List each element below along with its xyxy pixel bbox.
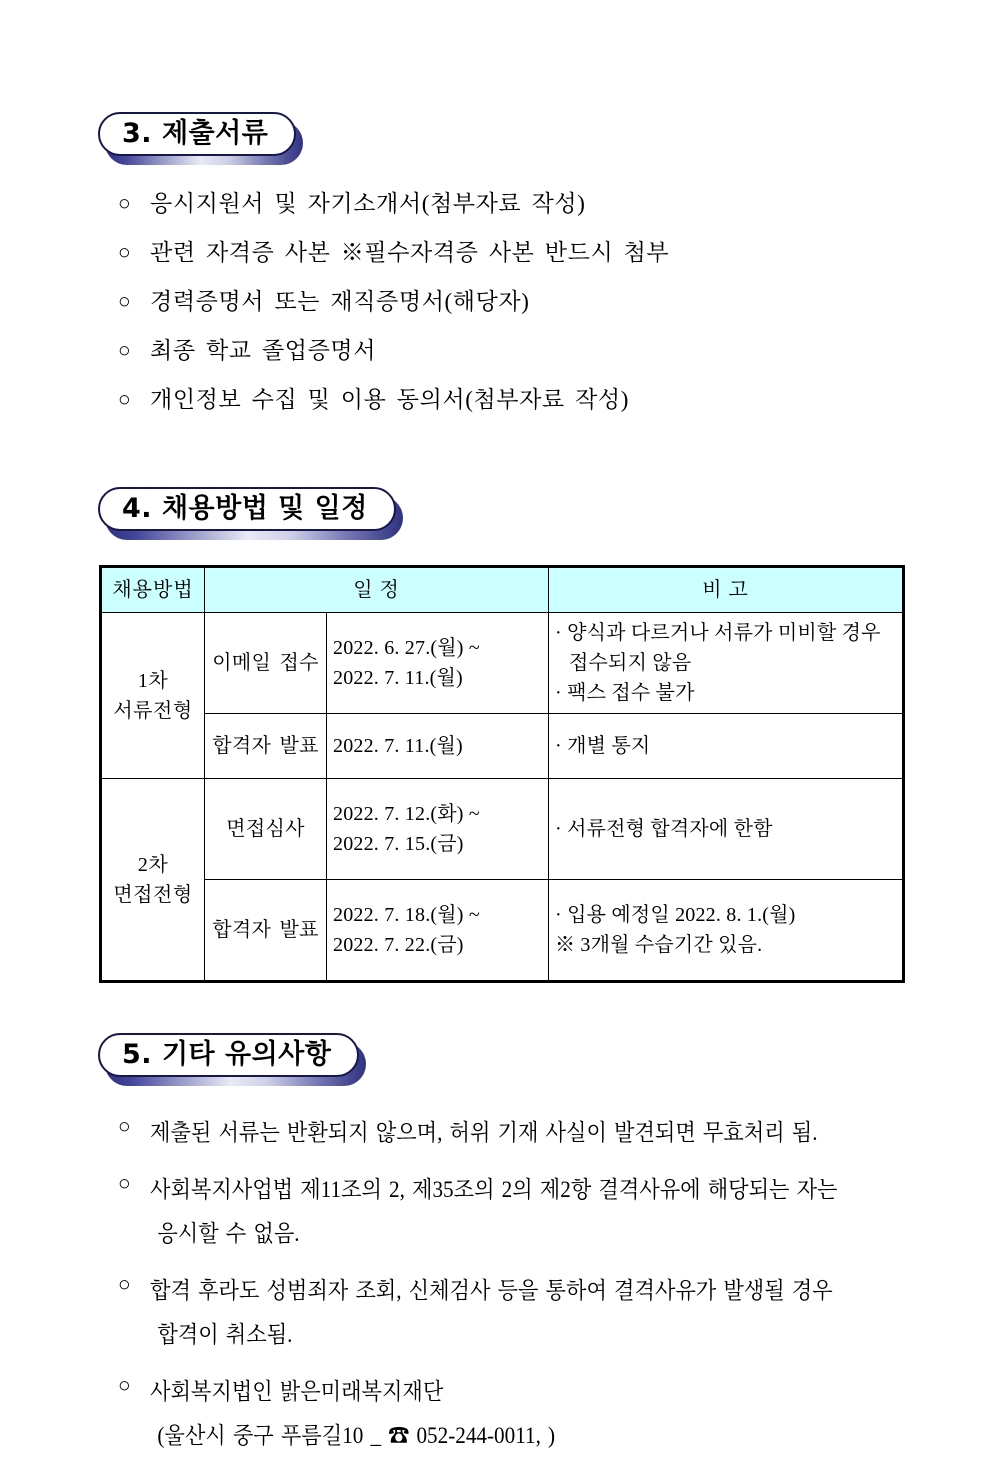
cell-step-result-1: 합격자 발표: [205, 714, 327, 779]
cell-date-email-receipt: [327, 613, 549, 714]
table-row: [101, 779, 904, 880]
list-item: [118, 239, 878, 266]
list-item-label: 응시지원서 및 자기소개서(첨부자료 작성): [150, 191, 586, 217]
note-continuation: 응시할 수 없음.: [157, 1221, 300, 1247]
cell-method-stage-1: [101, 613, 205, 779]
cell-remark-result-2: [549, 880, 904, 982]
cell-date-result-2: [327, 880, 549, 982]
remark-line: · 양식과 다르거나 서류가 미비할 경우: [555, 622, 881, 645]
note-continuation: 합격이 취소됨.: [157, 1322, 293, 1348]
list-item-label: 최종 학교 졸업증명서: [150, 338, 377, 364]
list-item-label: [150, 1168, 847, 1256]
badge-3: [98, 112, 296, 156]
table-row: [101, 613, 904, 714]
remark-continuation: 접수되지 않음: [569, 652, 692, 675]
remark-line: ※ 3개월 수습기간 있음.: [555, 934, 763, 957]
section-submission-documents: [0, 0, 992, 413]
section-3-heading: [98, 112, 296, 156]
date-line-2: 2022. 7. 22.(금): [333, 934, 464, 957]
cell-step-interview: 면접심사: [205, 779, 327, 880]
list-item: [118, 1168, 908, 1256]
remark-line: · 서류전형 합격자에 한함: [555, 818, 773, 841]
bullet-circle-icon: ○: [118, 289, 131, 314]
list-item-label: 경력증명서 또는 재직증명서(해당자): [150, 289, 530, 315]
method-line-1: 2차: [137, 853, 169, 876]
bullet-circle-icon: ○: [118, 1373, 131, 1398]
cell-step-email-receipt: 이메일 접수: [205, 613, 327, 714]
remark-line: · 개별 통지: [555, 735, 651, 758]
organization-contact: (울산시 중구 푸름길10 _ ☎ 052-244-0011, ): [157, 1423, 556, 1449]
date-line-1: 2022. 7. 11.(월): [333, 735, 463, 758]
schedule-table-wrapper: [99, 565, 902, 983]
cell-remark-interview: [549, 779, 904, 880]
list-item: [118, 1269, 908, 1357]
cell-remark-result-1: [549, 714, 904, 779]
section-other-notes: [0, 983, 992, 1458]
bullet-circle-icon: ○: [118, 1114, 131, 1139]
date-line-1: 2022. 7. 12.(화) ~: [333, 803, 480, 826]
section-4-title: 4. 채용방법 및 일정: [122, 493, 368, 525]
list-item: [118, 1111, 908, 1155]
bullet-circle-icon: ○: [118, 338, 131, 363]
organization-name: 사회복지법인 밝은미래복지재단: [150, 1379, 444, 1405]
method-line-2: 면접전형: [113, 883, 193, 906]
list-item-label: 개인정보 수집 및 이용 동의서(첨부자료 작성): [150, 387, 629, 413]
list-item: [118, 288, 878, 315]
note-line: 합격 후라도 성범죄자 조회, 신체검사 등을 통하여 결격사유가 발생될 경우: [150, 1278, 833, 1304]
list-item: [118, 190, 878, 217]
cell-step-result-2: 합격자 발표: [205, 880, 327, 982]
schedule-table: [99, 565, 905, 983]
bullet-circle-icon: ○: [118, 1272, 131, 1297]
section-5-title: 5. 기타 유의사항: [122, 1039, 332, 1071]
column-header-schedule: 일 정: [205, 567, 549, 613]
other-notes-list: [118, 1111, 908, 1458]
list-item-label: [150, 1111, 847, 1155]
cell-date-interview: [327, 779, 549, 880]
cell-method-stage-2: [101, 779, 205, 982]
remark-line: · 팩스 접수 불가: [555, 682, 695, 705]
bullet-circle-icon: ○: [118, 387, 131, 412]
column-header-method: 채용방법: [101, 567, 205, 613]
date-line-2: 2022. 7. 15.(금): [333, 833, 464, 856]
table-row: [101, 714, 904, 779]
list-item: [118, 1370, 908, 1458]
method-line-2: 서류전형: [113, 699, 193, 722]
remark-line: · 입용 예정일 2022. 8. 1.(월): [555, 904, 796, 927]
list-item: [118, 386, 878, 413]
date-line-2: 2022. 7. 11.(월): [333, 667, 463, 690]
date-line-1: 2022. 7. 18.(월) ~: [333, 904, 480, 927]
badge-4: [98, 487, 396, 531]
table-header-row: [101, 567, 904, 613]
note-line: 사회복지사업법 제11조의 2, 제35조의 2의 제2항 결격사유에 해당되는 자는: [150, 1177, 838, 1203]
section-5-heading: [98, 1033, 359, 1077]
bullet-circle-icon: ○: [118, 240, 131, 265]
method-line-1: 1차: [137, 669, 169, 692]
badge-5: [98, 1033, 359, 1077]
list-item-label: 관련 자격증 사본 ※필수자격증 사본 반드시 첨부: [150, 240, 670, 266]
table-row: [101, 880, 904, 982]
bullet-circle-icon: ○: [118, 191, 131, 216]
list-item: [118, 337, 878, 364]
list-item-label: [150, 1370, 847, 1458]
cell-remark-email-receipt: [549, 613, 904, 714]
section-3-title: 3. 제출서류: [122, 118, 269, 149]
list-item-label: [150, 1269, 847, 1357]
column-header-remarks: 비 고: [549, 567, 904, 613]
note-line: 제출된 서류는 반환되지 않으며, 허위 기재 사실이 발견되면 무효처리 됨.: [150, 1120, 818, 1146]
date-line-1: 2022. 6. 27.(월) ~: [333, 637, 480, 660]
submission-documents-list: [118, 190, 878, 413]
bullet-circle-icon: ○: [118, 1171, 131, 1196]
cell-date-result-1: [327, 714, 549, 779]
section-4-heading: [98, 487, 396, 531]
section-recruitment-schedule: [0, 435, 992, 983]
